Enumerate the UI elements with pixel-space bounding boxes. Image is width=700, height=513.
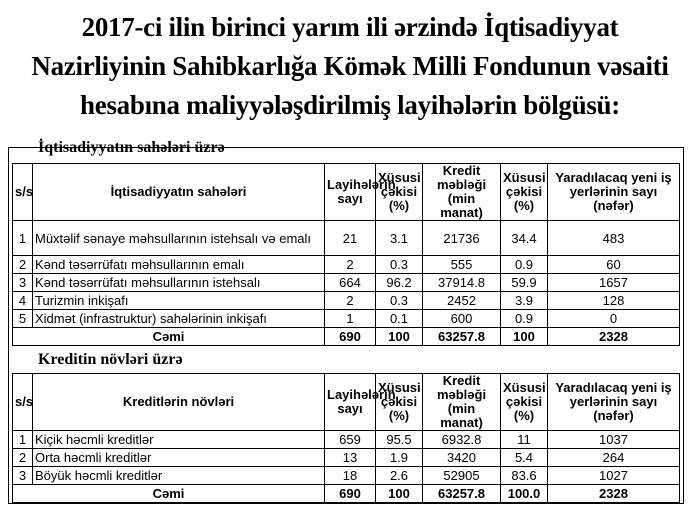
cell-project-count: 13 [325, 449, 376, 467]
table-row [13, 449, 680, 467]
total-credit-share: 100.0 [501, 485, 548, 503]
cell-share: 0.3 [376, 292, 423, 310]
table-row [13, 292, 680, 310]
cell-credit-type: Kiçik həcmli kreditlər [33, 431, 325, 449]
cell-credit-amount: 555 [423, 256, 501, 274]
table-row [13, 310, 680, 328]
total-label: Cəmi [13, 328, 325, 346]
cell-share: 96.2 [376, 274, 423, 292]
total-credit-amount: 63257.8 [423, 328, 501, 346]
cell-share: 2.6 [376, 467, 423, 485]
cell-credit-amount: 6932.8 [423, 431, 501, 449]
cell-credit-share: 3.9 [501, 292, 548, 310]
cell-project-count: 659 [325, 431, 376, 449]
table-sectors [12, 163, 680, 346]
header-project-count: Layihələrin sayı [325, 164, 376, 221]
total-row [13, 485, 680, 503]
total-project-count: 690 [325, 485, 376, 503]
header-number: s/s [13, 374, 33, 431]
cell-credit-amount: 52905 [423, 467, 501, 485]
cell-credit-amount: 2452 [423, 292, 501, 310]
cell-credit-amount: 21736 [423, 221, 501, 256]
cell-credit-share: 59.9 [501, 274, 548, 292]
table-header-row [13, 374, 680, 431]
cell-project-count: 21 [325, 221, 376, 256]
total-row [13, 328, 680, 346]
header-share: Xüsusi çəkisi (%) [376, 164, 423, 221]
cell-credit-amount: 37914.8 [423, 274, 501, 292]
cell-sector: Xidmət (infrastruktur) sahələrinin inkişafı [33, 310, 325, 328]
cell-credit-share: 11 [501, 431, 548, 449]
cell-new-jobs: 1027 [548, 467, 680, 485]
cell-credit-amount: 3420 [423, 449, 501, 467]
cell-number: 3 [13, 467, 33, 485]
cell-credit-share: 0.9 [501, 310, 548, 328]
total-share: 100 [376, 328, 423, 346]
header-credit-amount: Kredit məbləği (min manat) [423, 164, 501, 221]
cell-credit-amount: 600 [423, 310, 501, 328]
cell-project-count: 664 [325, 274, 376, 292]
cell-project-count: 2 [325, 256, 376, 274]
cell-sector: Kənd təsərrüfatı məhsullarının istehsalı [33, 274, 325, 292]
cell-share: 0.1 [376, 310, 423, 328]
cell-new-jobs: 0 [548, 310, 680, 328]
total-credit-amount: 63257.8 [423, 485, 501, 503]
header-sector: İqtisadiyyatın sahələri [33, 164, 325, 221]
cell-new-jobs: 264 [548, 449, 680, 467]
cell-new-jobs: 128 [548, 292, 680, 310]
table-row [13, 431, 680, 449]
header-share: Xüsusi çəkisi (%) [376, 374, 423, 431]
table-row [13, 221, 680, 256]
cell-credit-share: 34.4 [501, 221, 548, 256]
total-share: 100 [376, 485, 423, 503]
cell-credit-share: 83.6 [501, 467, 548, 485]
cell-number: 5 [13, 310, 33, 328]
cell-credit-type: Böyük həcmli kreditlər [33, 467, 325, 485]
table-row [13, 256, 680, 274]
total-label: Cəmi [13, 485, 325, 503]
header-new-jobs: Yaradılacaq yeni iş yerlərinin sayı (nəfər) [548, 164, 680, 221]
cell-credit-share: 5.4 [501, 449, 548, 467]
total-new-jobs: 2328 [548, 485, 680, 503]
header-project-count: Layihələrin sayı [325, 374, 376, 431]
header-credit-share: Xüsusi çəkisi (%) [501, 374, 548, 431]
title-line-1: 2017-ci ilin birinci yarım ili ərzində İqtisadiyyat [81, 12, 619, 42]
header-new-jobs: Yaradılacaq yeni iş yerlərinin sayı (nəfər) [548, 374, 680, 431]
cell-credit-share: 0.9 [501, 256, 548, 274]
cell-new-jobs: 1037 [548, 431, 680, 449]
section-title-sectors: İqtisadiyyatın sahələri üzrə [38, 139, 225, 156]
table-header-row [13, 164, 680, 221]
cell-number: 2 [13, 256, 33, 274]
cell-number: 1 [13, 431, 33, 449]
document-title [0, 8, 700, 125]
cell-number: 4 [13, 292, 33, 310]
cell-project-count: 1 [325, 310, 376, 328]
cell-number: 2 [13, 449, 33, 467]
header-credit-share: Xüsusi çəkisi (%) [501, 164, 548, 221]
header-credit-type: Kreditlərin növləri [33, 374, 325, 431]
cell-sector: Müxtəlif sənaye məhsullarının istehsalı və emalı [33, 221, 325, 256]
total-project-count: 690 [325, 328, 376, 346]
cell-project-count: 2 [325, 292, 376, 310]
title-line-2: Nazirliyinin Sahibkarlığa Kömək Milli Fondunun vəsaiti [31, 51, 669, 81]
header-credit-amount: Kredit məbləği (min manat) [423, 374, 501, 431]
cell-share: 1.9 [376, 449, 423, 467]
cell-new-jobs: 1657 [548, 274, 680, 292]
header-number: s/s [13, 164, 33, 221]
table-row [13, 274, 680, 292]
table-credit-types [12, 373, 680, 503]
cell-sector: Turizmin inkişafı [33, 292, 325, 310]
cell-sector: Kənd təsərrüfatı məhsullarının emalı [33, 256, 325, 274]
cell-share: 3.1 [376, 221, 423, 256]
cell-share: 0.3 [376, 256, 423, 274]
cell-share: 95.5 [376, 431, 423, 449]
cell-project-count: 18 [325, 467, 376, 485]
cell-number: 3 [13, 274, 33, 292]
cell-credit-type: Orta həcmli kreditlər [33, 449, 325, 467]
cell-new-jobs: 483 [548, 221, 680, 256]
total-new-jobs: 2328 [548, 328, 680, 346]
section-title-credit-types: Kreditin növləri üzrə [38, 351, 183, 368]
title-line-3: hesabına maliyyələşdirilmiş layihələrin bölgüsü: [80, 90, 620, 120]
table-row [13, 467, 680, 485]
cell-number: 1 [13, 221, 33, 256]
total-credit-share: 100 [501, 328, 548, 346]
cell-new-jobs: 60 [548, 256, 680, 274]
